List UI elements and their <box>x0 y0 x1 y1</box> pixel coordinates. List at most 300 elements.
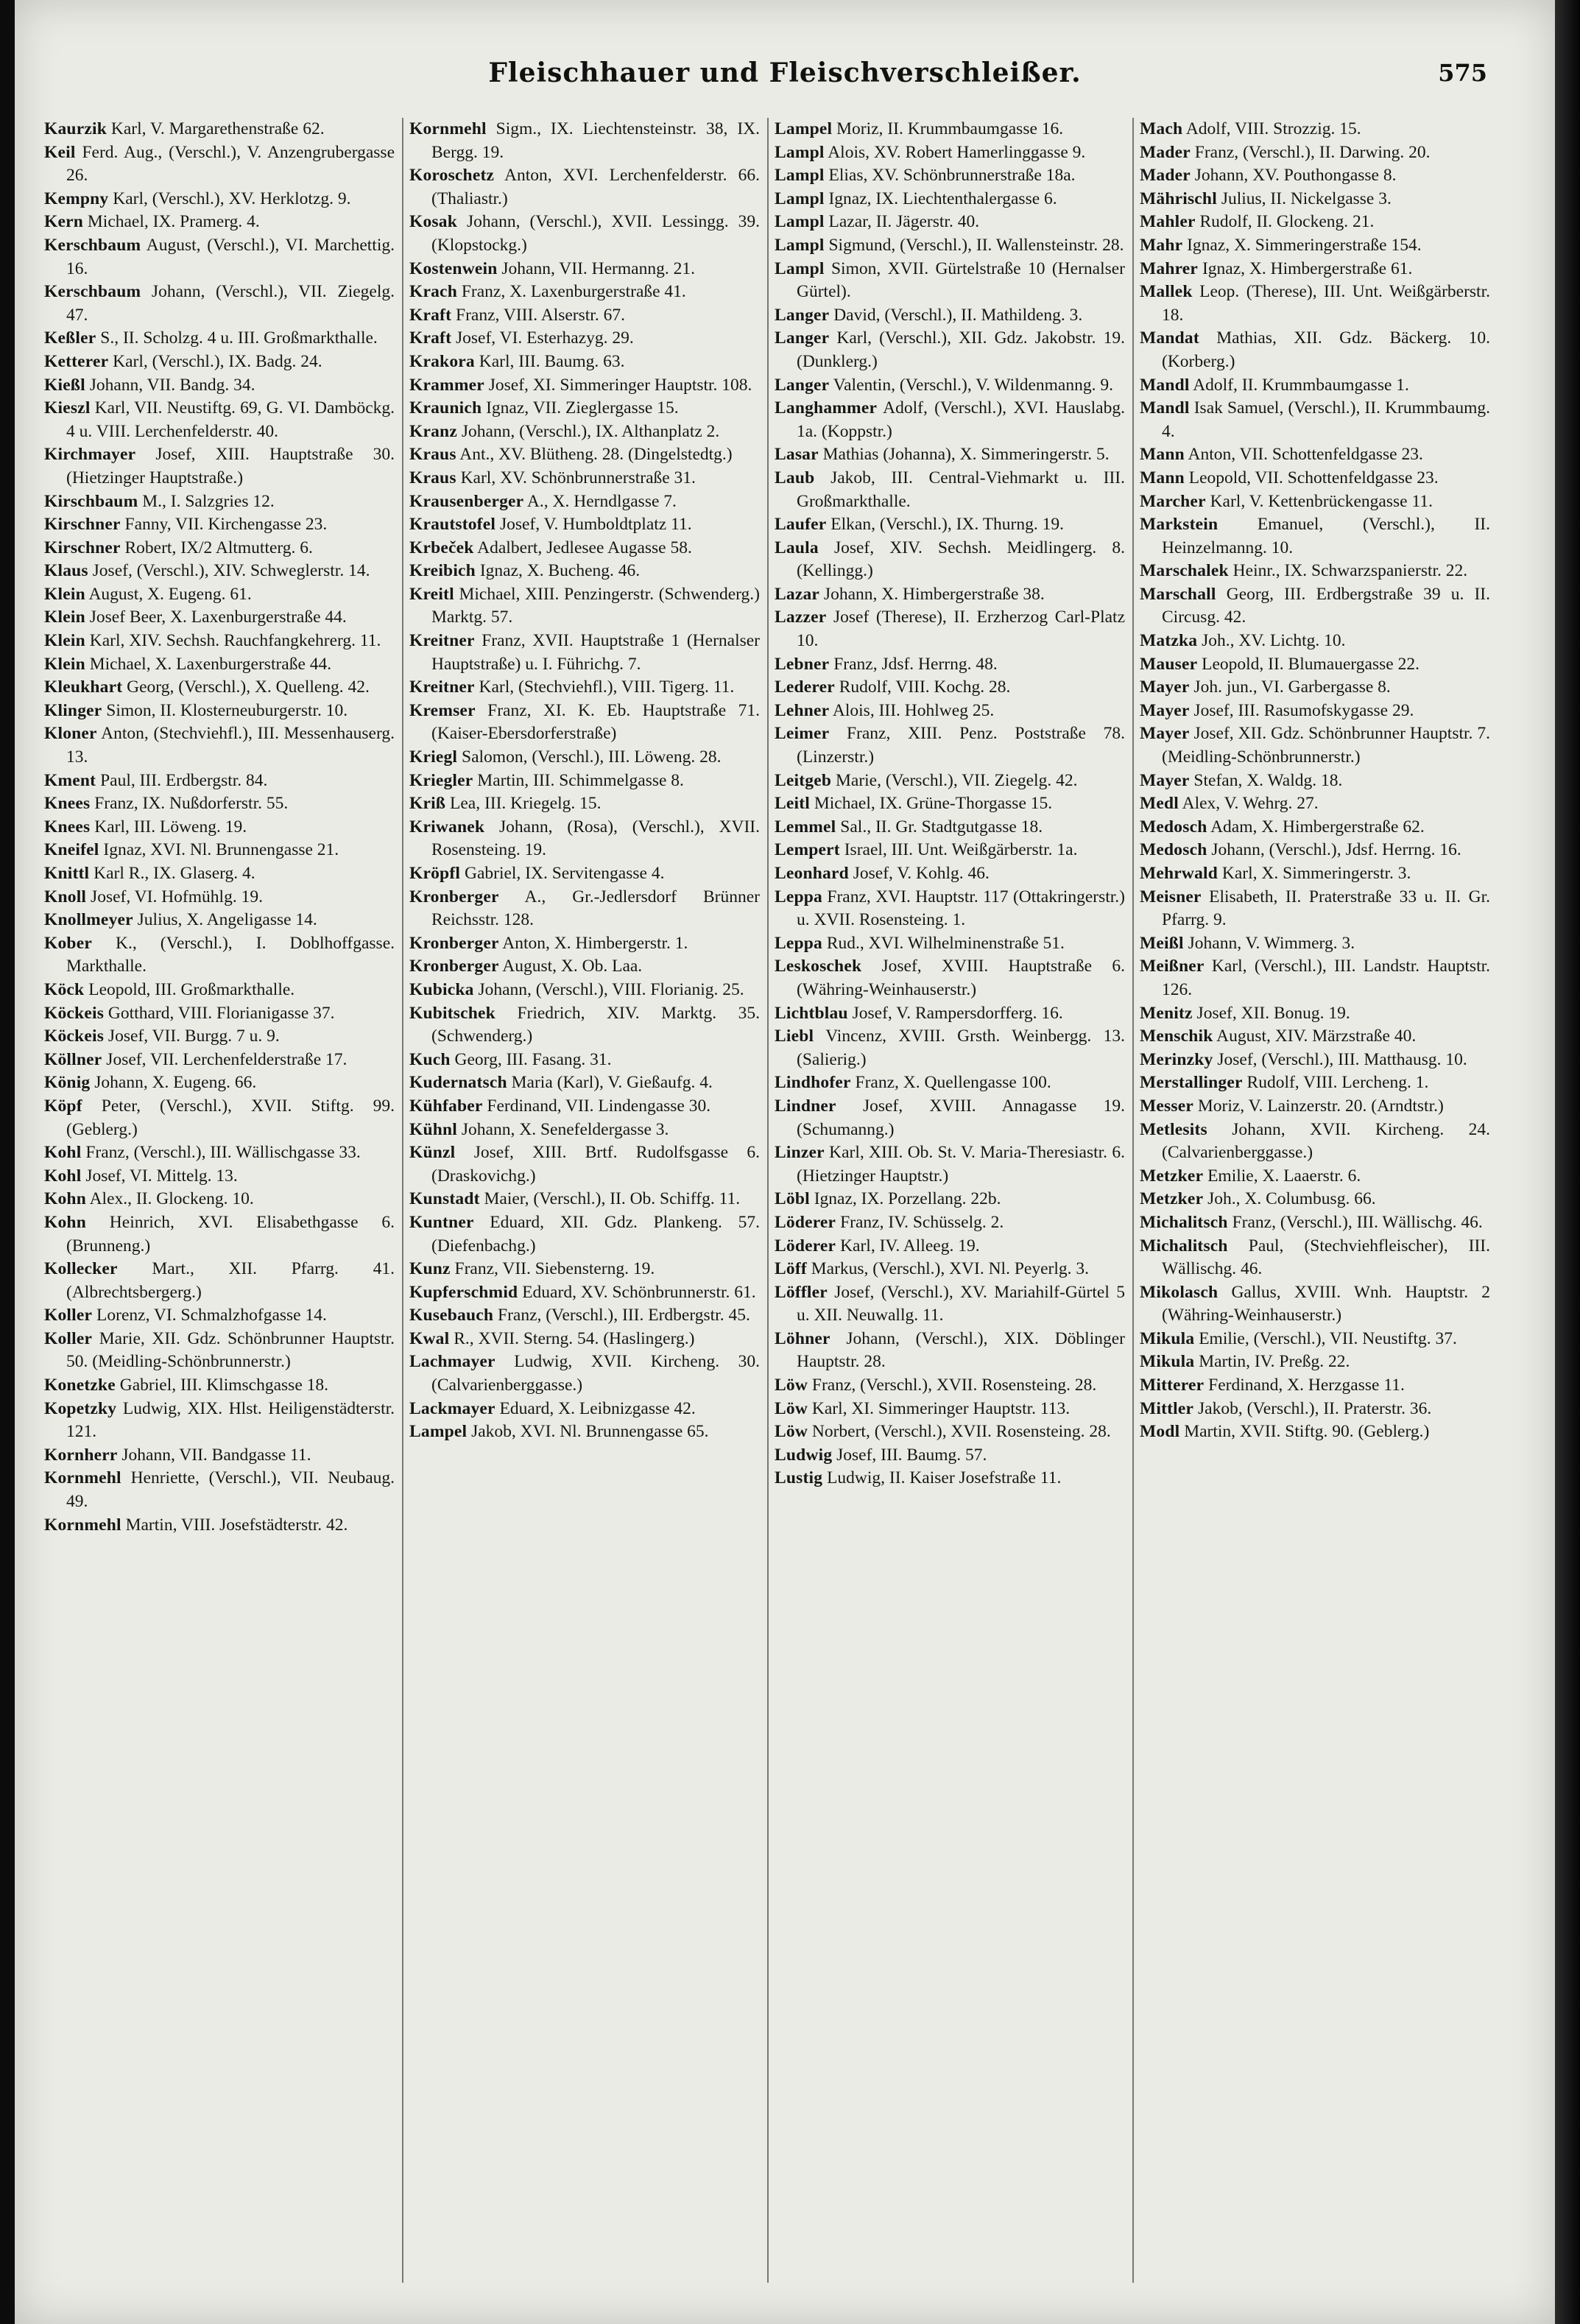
entry-surname: Lasar <box>775 445 819 465</box>
entry-surname: Kronberger <box>409 887 499 906</box>
entry-details: Karl, XIV. Sechsh. Rauchfangkehrerg. 11. <box>89 631 381 651</box>
entry-surname: Kempny <box>44 189 109 208</box>
directory-entry <box>409 676 760 700</box>
entry-surname: Köpf <box>44 1096 82 1116</box>
directory-entry <box>44 397 395 443</box>
directory-entry <box>1140 770 1490 793</box>
directory-entry <box>775 141 1125 165</box>
entry-details: Johann, (Verschl.), VII. Ziegelg. 47. <box>66 282 395 325</box>
directory-entry <box>44 281 395 327</box>
entry-surname: Klein <box>44 584 85 604</box>
directory-entry <box>775 862 1125 886</box>
entry-surname: Marschall <box>1140 584 1216 604</box>
entry-details: Ignaz, XVI. Nl. Brunnengasse 21. <box>103 840 339 860</box>
directory-entry <box>1140 792 1490 816</box>
directory-entry <box>1140 932 1490 956</box>
entry-details: Adalbert, Jedlesee Augasse 58. <box>477 538 692 557</box>
directory-entry <box>775 1281 1125 1328</box>
entry-surname: Kraft <box>409 305 452 325</box>
directory-entry <box>1140 374 1490 398</box>
entry-details: Karl, III. Baumg. 63. <box>479 351 625 371</box>
entry-details: Emilie, (Verschl.), VII. Neustiftg. 37. <box>1199 1328 1457 1348</box>
directory-entry <box>44 886 395 909</box>
directory-entry <box>1140 141 1490 165</box>
directory-entry <box>1140 443 1490 467</box>
entry-details: Sigmund, (Verschl.), II. Wallensteinstr. 28. <box>828 235 1124 255</box>
entry-details: Franz, XIII. Penz. Poststraße 78. (Linzerstr.) <box>797 724 1125 767</box>
directory-entry <box>775 1467 1125 1490</box>
entry-details: Johann, (Verschl.), Jdsf. Herrng. 16. <box>1211 840 1461 860</box>
entry-details: Michael, XIII. Penzingerstr. (Schwenderg.) Marktg. 57. <box>431 584 760 627</box>
entry-surname: Knees <box>44 817 91 837</box>
entry-surname: Mader <box>1140 142 1191 162</box>
directory-entry <box>409 1258 760 1281</box>
entry-details: Ignaz, X. Simmeringerstraße 154. <box>1187 235 1422 255</box>
entry-details: Martin, III. Schimmelgasse 8. <box>477 770 684 790</box>
entry-details: Israel, III. Unt. Weißgärberstr. 1a. <box>844 840 1078 860</box>
directory-entry <box>44 979 395 1002</box>
entry-surname: Lempert <box>775 840 840 860</box>
directory-entry <box>1140 630 1490 653</box>
entry-details: Fanny, VII. Kirchengasse 23. <box>124 515 328 535</box>
entry-surname: Lampl <box>775 142 825 162</box>
entry-surname: Mitterer <box>1140 1376 1205 1395</box>
entry-surname: Lampl <box>775 166 825 186</box>
entry-details: Ferdinand, X. Herzgasse 11. <box>1208 1376 1405 1395</box>
entry-surname: Klein <box>44 654 85 674</box>
entry-details: Julius, II. Nickelgasse 3. <box>1221 189 1392 208</box>
entry-surname: Lampel <box>409 1422 468 1442</box>
entry-surname: Leimer <box>775 724 830 744</box>
entry-details: Johann, (Rosa), (Verschl.), XVII. Rosensteing. 19. <box>431 817 760 860</box>
entry-surname: Kern <box>44 212 84 232</box>
entry-details: Georg, III. Fasang. 31. <box>454 1049 612 1069</box>
entry-surname: Kupferschmid <box>409 1282 518 1302</box>
directory-entry <box>44 909 395 932</box>
entry-surname: Koroschetz <box>409 166 495 186</box>
entry-details: Karl, V. Kettenbrückengasse 11. <box>1210 491 1433 511</box>
entry-surname: Mahr <box>1140 235 1183 255</box>
entry-details: Karl, (Verschl.), XII. Gdz. Jakobstr. 19. (Dunklerg.) <box>797 328 1125 371</box>
entry-surname: Lachmayer <box>409 1352 495 1372</box>
directory-entry <box>409 258 760 281</box>
directory-entry <box>409 327 760 351</box>
entry-details: Josef, XVIII. Hauptstraße 6. (Währing-Weinhauserstr.) <box>797 957 1125 999</box>
directory-entry <box>409 304 760 328</box>
entry-surname: Kment <box>44 770 96 790</box>
entry-surname: Kraus <box>409 445 456 465</box>
entry-surname: Mehrwald <box>1140 864 1218 883</box>
entry-surname: Laub <box>775 468 815 487</box>
page-header <box>15 57 1555 102</box>
directory-entry <box>409 1095 760 1119</box>
entry-details: Georg, III. Erdbergstraße 39 u. II. Circusg. 42. <box>1162 584 1490 627</box>
entry-surname: Kohl <box>44 1166 82 1186</box>
directory-entry <box>775 1374 1125 1398</box>
entry-surname: Koller <box>44 1306 93 1325</box>
entry-details: Lazar, II. Jägerstr. 40. <box>828 212 980 232</box>
entry-surname: Kirchmayer <box>44 445 136 465</box>
entry-details: S., II. Scholzg. 4 u. III. Großmarkthalle. <box>100 328 378 348</box>
directory-entry <box>409 1188 760 1211</box>
directory-entry <box>409 467 760 490</box>
entry-surname: Lampel <box>775 119 833 138</box>
entry-details: Franz, (Verschl.), III. Wällischg. 46. <box>1232 1212 1483 1232</box>
entry-details: Lorenz, VI. Schmalzhofgasse 14. <box>96 1306 327 1325</box>
entry-details: Alex, V. Wehrg. 27. <box>1182 794 1319 814</box>
entry-surname: Mikolasch <box>1140 1282 1218 1302</box>
entry-surname: Kriß <box>409 794 446 814</box>
directory-entry <box>1140 490 1490 514</box>
directory-entry <box>775 1211 1125 1235</box>
entry-surname: Ludwig <box>775 1445 833 1465</box>
directory-entry <box>1140 1235 1490 1281</box>
directory-entry <box>44 839 395 862</box>
directory-entry <box>1140 211 1490 234</box>
entry-details: August, X. Ob. Laa. <box>502 957 643 976</box>
directory-entry <box>409 281 760 304</box>
directory-entry <box>775 1025 1125 1071</box>
entry-details: Karl, V. Margarethenstraße 62. <box>110 119 325 138</box>
entry-details: Joh., X. Columbusg. 66. <box>1207 1189 1376 1209</box>
directory-entry <box>1140 1374 1490 1398</box>
entry-surname: Marschalek <box>1140 561 1229 581</box>
entry-surname: Kriegler <box>409 770 473 790</box>
entry-surname: Löhner <box>775 1328 830 1348</box>
entry-details: Josef, (Verschl.), XV. Mariahilf-Gürtel 5 u. XII. Neuwallg. 11. <box>797 1282 1125 1325</box>
directory-entry <box>775 1095 1125 1141</box>
entry-surname: Linzer <box>775 1143 825 1163</box>
entry-surname: Menschik <box>1140 1027 1213 1046</box>
directory-entry <box>44 351 395 374</box>
entry-surname: Mayer <box>1140 724 1190 744</box>
directory-entry <box>44 1188 395 1211</box>
directory-entry <box>44 862 395 886</box>
entry-surname: Meißl <box>1140 933 1184 953</box>
entry-details: Heinr., IX. Schwarzspanierstr. 22. <box>1232 561 1468 581</box>
entry-surname: Kleukhart <box>44 677 123 697</box>
directory-entry <box>44 560 395 583</box>
entry-surname: Ketterer <box>44 351 109 371</box>
entry-surname: Kubitschek <box>409 1003 495 1023</box>
entry-details: August, X. Eugeng. 61. <box>88 584 252 604</box>
entry-details: Josef, V. Rampersdorfferg. 16. <box>852 1003 1063 1023</box>
entry-surname: Metzker <box>1140 1189 1204 1209</box>
entry-surname: Mallek <box>1140 282 1193 302</box>
directory-entry <box>1140 1049 1490 1072</box>
entry-details: Rudolf, II. Glockeng. 21. <box>1199 212 1375 232</box>
entry-surname: Kriegl <box>409 747 458 767</box>
entry-details: Anton, X. Himbergerstr. 1. <box>502 933 688 953</box>
directory-entry <box>409 1351 760 1397</box>
entry-surname: Kraft <box>409 328 452 348</box>
entry-surname: Mann <box>1140 468 1185 487</box>
entry-surname: Kieszl <box>44 398 91 418</box>
entry-surname: Lampl <box>775 189 825 208</box>
directory-entry <box>44 932 395 979</box>
entry-surname: Köckeis <box>44 1027 105 1046</box>
entry-surname: Köck <box>44 979 85 999</box>
entry-surname: Kühnl <box>409 1119 458 1139</box>
entry-details: Leopold, III. Großmarkthalle. <box>88 979 295 999</box>
entry-details: Franz, XVI. Hauptstr. 117 (Ottakringerstr.) u. XVII. Rosensteing. 1. <box>797 887 1125 930</box>
entry-surname: Kloner <box>44 724 97 744</box>
directory-entry <box>409 443 760 467</box>
directory-entry <box>775 1444 1125 1468</box>
entry-surname: Kubicka <box>409 979 474 999</box>
entry-surname: König <box>44 1073 91 1093</box>
entry-details: Emanuel, (Verschl.), II. Heinzelmanng. 10. <box>1162 515 1490 557</box>
entry-details: Marie, XII. Gdz. Schönbrunner Hauptstr. 50. (Meidling-Schönbrunnerstr.) <box>66 1328 395 1372</box>
directory-entry <box>1140 676 1490 700</box>
entry-surname: Matzka <box>1140 631 1198 651</box>
directory-entry <box>409 862 760 886</box>
directory-entry <box>775 258 1125 304</box>
directory-entry <box>409 537 760 560</box>
entry-surname: Leppa <box>775 933 822 953</box>
directory-entry <box>409 1304 760 1328</box>
entry-details: Johann, VII. Hermanng. 21. <box>501 258 695 278</box>
entry-details: Friedrich, XIV. Marktg. 35. (Schwenderg.) <box>431 1003 760 1046</box>
entry-details: Ignaz, IX. Porzellang. 22b. <box>814 1189 1001 1209</box>
directory-entry <box>775 1398 1125 1421</box>
entry-surname: Keßler <box>44 328 96 348</box>
directory-entry <box>409 1328 760 1351</box>
directory-entry <box>409 420 760 444</box>
entry-details: Paul, III. Erdbergstr. 84. <box>100 770 268 790</box>
entry-details: Johann, VII. Bandgasse 11. <box>121 1445 311 1465</box>
entry-surname: Mikula <box>1140 1328 1195 1348</box>
entry-surname: Langer <box>775 375 830 395</box>
directory-entry <box>1140 816 1490 839</box>
directory-page <box>15 0 1555 2324</box>
entry-details: Joh., XV. Lichtg. 10. <box>1202 631 1346 651</box>
entry-surname: Liebl <box>775 1027 814 1046</box>
directory-entry <box>775 1328 1125 1374</box>
column-divider <box>767 118 769 2283</box>
entry-surname: Krakora <box>409 351 475 371</box>
entry-details: Josef, VI. Esterhazyg. 29. <box>456 328 634 348</box>
column-3 <box>775 118 1125 2283</box>
directory-entry <box>44 327 395 351</box>
directory-entry <box>775 955 1125 1001</box>
entry-details: A., X. Herndlgasse 7. <box>526 491 677 511</box>
directory-entry <box>44 606 395 630</box>
entry-surname: Menitz <box>1140 1003 1193 1023</box>
entry-surname: Michalitsch <box>1140 1236 1228 1256</box>
directory-entry <box>1140 1071 1490 1095</box>
entry-surname: Kornmehl <box>409 119 487 138</box>
entry-surname: Konetzke <box>44 1376 116 1395</box>
directory-entry <box>44 630 395 653</box>
entry-details: Josef (Therese), II. Erzherzog Carl-Platz 10. <box>797 608 1125 651</box>
entry-details: Karl, XV. Schönbrunnerstraße 31. <box>460 468 696 487</box>
entry-details: Josef Beer, X. Laxenburgerstraße 44. <box>89 608 347 627</box>
entry-surname: Mandat <box>1140 328 1199 348</box>
entry-details: Ant., XV. Blütheng. 28. (Dingelstedtg.) <box>459 445 733 465</box>
directory-entry <box>775 188 1125 211</box>
entry-surname: Löffler <box>775 1282 828 1302</box>
directory-entry <box>1140 1281 1490 1328</box>
directory-entry <box>775 1258 1125 1281</box>
directory-entry <box>44 722 395 769</box>
directory-entry <box>44 188 395 211</box>
directory-entry <box>44 118 395 141</box>
entry-details: Alois, III. Hohlweg 25. <box>832 700 995 720</box>
entry-details: Maria (Karl), V. Gießaufg. 4. <box>511 1073 713 1093</box>
directory-entry <box>44 234 395 281</box>
directory-entry <box>409 397 760 420</box>
entry-details: Johann, (Verschl.), XVII. Lessingg. 39. (Klopstockg.) <box>431 212 760 255</box>
entry-details: Stefan, X. Waldg. 18. <box>1193 770 1343 790</box>
entry-surname: Löbl <box>775 1189 810 1209</box>
page-number: 575 <box>1438 59 1487 87</box>
entry-surname: Kornmehl <box>44 1468 121 1488</box>
directory-entry <box>44 792 395 816</box>
entry-surname: Kuntner <box>409 1212 474 1232</box>
entry-surname: Kunz <box>409 1259 451 1279</box>
entry-surname: Künzl <box>409 1143 456 1163</box>
column-divider <box>1132 118 1134 2283</box>
entry-details: Anton, XVI. Lerchenfelderstr. 66. (Thaliastr.) <box>431 166 760 208</box>
entry-details: Rud., XVI. Wilhelminenstraße 51. <box>826 933 1065 953</box>
entry-surname: Laufer <box>775 515 827 535</box>
entry-details: Karl, (Stechviehfl.), VIII. Tigerg. 11. <box>479 677 735 697</box>
entry-surname: Kühfaber <box>409 1096 483 1116</box>
entry-surname: Kusebauch <box>409 1306 494 1325</box>
entry-details: Elias, XV. Schönbrunnerstraße 18a. <box>828 166 1076 186</box>
entry-details: Johann, XV. Pouthongasse 8. <box>1194 166 1397 186</box>
entry-details: Salomon, (Verschl.), III. Löweng. 28. <box>462 747 722 767</box>
directory-entry <box>409 886 760 932</box>
entry-surname: Mayer <box>1140 700 1190 720</box>
entry-surname: Kreitner <box>409 677 475 697</box>
entry-details: Franz, (Verschl.), III. Erdbergstr. 45. <box>498 1306 750 1325</box>
directory-entry <box>409 816 760 862</box>
directory-entry <box>44 1444 395 1468</box>
entry-surname: Knees <box>44 794 91 814</box>
directory-entry <box>1140 583 1490 630</box>
directory-entry <box>44 1071 395 1095</box>
directory-entry <box>1140 955 1490 1001</box>
directory-entry <box>409 770 760 793</box>
entry-surname: Krautstofel <box>409 515 496 535</box>
entry-surname: Kornmehl <box>44 1515 121 1535</box>
directory-entry <box>44 653 395 677</box>
entry-details: Rudolf, VIII. Lercheng. 1. <box>1246 1073 1429 1093</box>
directory-entry <box>1140 886 1490 932</box>
directory-entry <box>44 1258 395 1304</box>
entry-details: Johann, XVII. Kircheng. 24. (Calvarienberggasse.) <box>1162 1119 1490 1163</box>
directory-entry <box>409 1420 760 1444</box>
entry-surname: Kollecker <box>44 1259 118 1279</box>
directory-entry <box>44 1002 395 1026</box>
entry-surname: Koller <box>44 1328 93 1348</box>
entry-details: M., I. Salzgries 12. <box>142 491 275 511</box>
directory-entry <box>44 1141 395 1165</box>
directory-entry <box>409 118 760 164</box>
entry-surname: Mahrer <box>1140 258 1199 278</box>
entry-details: Gotthard, VIII. Florianigasse 37. <box>107 1003 335 1023</box>
entry-details: Martin, VIII. Josefstädterstr. 42. <box>125 1515 348 1535</box>
directory-entry <box>44 211 395 234</box>
entry-surname: Kremser <box>409 700 476 720</box>
directory-entry <box>1140 862 1490 886</box>
directory-entry <box>775 327 1125 373</box>
entry-details: Jakob, III. Central-Viehmarkt u. III. Großmarkthalle. <box>797 468 1125 511</box>
directory-entry <box>1140 1165 1490 1189</box>
entry-details: August, XIV. Märzstraße 40. <box>1216 1027 1417 1046</box>
entry-surname: Lederer <box>775 677 835 697</box>
entry-surname: Löw <box>775 1398 808 1418</box>
entry-details: Eduard, XII. Gdz. Plankeng. 57. (Diefenbachg.) <box>431 1212 760 1256</box>
directory-entry <box>775 676 1125 700</box>
entry-details: Karl, X. Simmeringerstr. 3. <box>1221 864 1411 883</box>
entry-surname: Modl <box>1140 1422 1180 1442</box>
directory-entry <box>409 1071 760 1095</box>
directory-entry <box>44 1374 395 1398</box>
entry-details: Norbert, (Verschl.), XVII. Rosensteing. 28. <box>811 1422 1111 1442</box>
directory-entry <box>409 513 760 537</box>
entry-details: Karl, XIII. Ob. St. V. Maria-Theresiastr. 6. (Hietzinger Hauptstr.) <box>797 1143 1125 1186</box>
entry-details: Josef, (Verschl.), XIV. Schweglerstr. 14. <box>92 561 370 581</box>
entry-surname: Leskoschek <box>775 957 862 976</box>
entry-details: Simon, II. Klosterneuburgerstr. 10. <box>106 700 348 720</box>
entry-details: Josef, V. Humboldtplatz 11. <box>499 515 692 535</box>
entry-surname: Markstein <box>1140 515 1218 535</box>
entry-details: Mathias, XII. Gdz. Bäckerg. 10. (Korberg.) <box>1162 328 1490 371</box>
entry-details: Ludwig, II. Kaiser Josefstraße 11. <box>827 1468 1062 1488</box>
entry-surname: Michalitsch <box>1140 1212 1228 1232</box>
entry-details: Josef, XI. Simmeringer Hauptstr. 108. <box>488 375 752 395</box>
entry-surname: Krammer <box>409 375 484 395</box>
entry-details: Franz, X. Laxenburgerstraße 41. <box>461 282 686 302</box>
entry-details: Josef, XIII. Hauptstraße 30. (Hietzinger Hauptstraße.) <box>66 445 395 487</box>
entry-surname: Kornherr <box>44 1445 118 1465</box>
entry-details: Adam, X. Himbergerstraße 62. <box>1210 817 1425 837</box>
directory-entry <box>775 770 1125 793</box>
directory-entry <box>44 1025 395 1049</box>
directory-entry <box>409 955 760 979</box>
entry-surname: Lemmel <box>775 817 836 837</box>
entry-surname: Medosch <box>1140 840 1207 860</box>
directory-entry <box>775 443 1125 467</box>
entry-details: Jakob, (Verschl.), II. Praterstr. 36. <box>1198 1398 1432 1418</box>
directory-entry <box>775 816 1125 839</box>
entry-surname: Kraunich <box>409 398 482 418</box>
entry-details: Karl, (Verschl.), XV. Herklotzg. 9. <box>113 189 351 208</box>
directory-entry <box>775 304 1125 328</box>
entry-surname: Langer <box>775 305 830 325</box>
directory-entry <box>1140 397 1490 443</box>
directory-entry <box>409 1119 760 1142</box>
directory-entry <box>1140 1420 1490 1444</box>
entry-surname: Lampl <box>775 212 825 232</box>
entry-surname: Leitl <box>775 794 810 814</box>
entry-surname: Lustig <box>775 1468 823 1488</box>
entry-details: Mathias (Johanna), X. Simmeringerstr. 5. <box>822 445 1110 465</box>
directory-entry <box>409 1141 760 1188</box>
entry-details: Franz, X. Quellengasse 100. <box>855 1073 1051 1093</box>
directory-entry <box>44 141 395 188</box>
directory-entry <box>1140 700 1490 723</box>
entry-details: Martin, XVII. Stiftg. 90. (Geblerg.) <box>1184 1422 1430 1442</box>
entry-surname: Kostenwein <box>409 258 498 278</box>
directory-entry <box>1140 1188 1490 1211</box>
entry-details: Franz, XI. K. Eb. Hauptstraße 71. (Kaiser-Ebersdorferstraße) <box>431 700 760 744</box>
entry-details: Josef, XIV. Sechsh. Meidlingerg. 8. (Kellingg.) <box>797 538 1125 581</box>
directory-entry <box>1140 1211 1490 1235</box>
